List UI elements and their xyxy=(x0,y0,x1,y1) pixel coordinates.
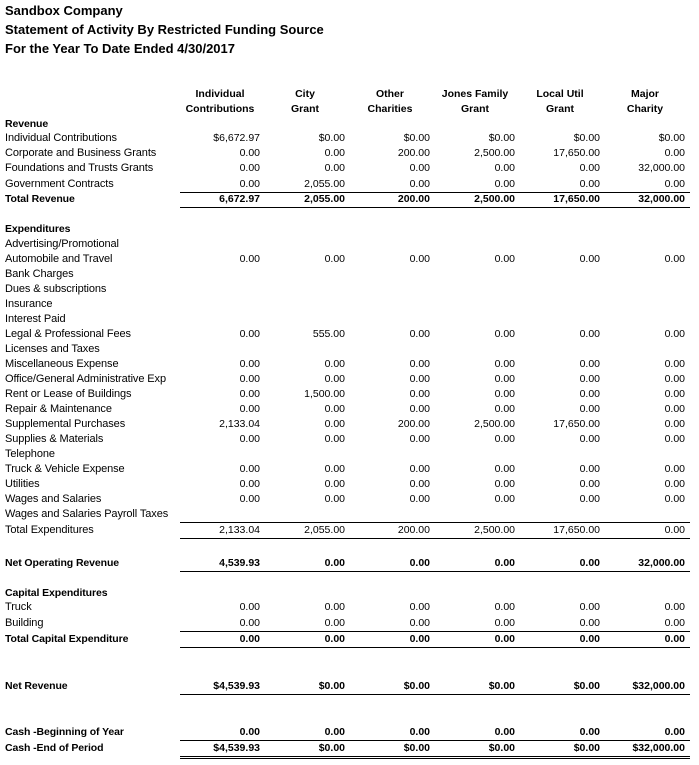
table-cell: 4,539.93 xyxy=(219,557,260,569)
table-cell: 32,000.00 xyxy=(638,193,685,205)
table-cell: 0.00 xyxy=(409,403,430,415)
table-cell: 0.00 xyxy=(239,403,260,415)
table-cell: 0.00 xyxy=(664,328,685,340)
table-cell: $0.00 xyxy=(488,132,515,144)
table-cell: 2,055.00 xyxy=(304,178,345,190)
table-cell: 0.00 xyxy=(664,617,685,629)
row-label: Wages and Salaries xyxy=(5,493,102,505)
row-label: Automobile and Travel xyxy=(5,253,113,265)
table-cell: 17,650.00 xyxy=(553,524,600,536)
table-cell: 0.00 xyxy=(239,463,260,475)
table-cell: 0.00 xyxy=(579,162,600,174)
row-label: Supplemental Purchases xyxy=(5,418,126,430)
column-header-line2: Grant xyxy=(460,103,489,115)
table-cell: 0.00 xyxy=(239,162,260,174)
table-cell: 0.00 xyxy=(664,358,685,370)
table-cell: 0.00 xyxy=(579,373,600,385)
table-cell: 0.00 xyxy=(324,147,345,159)
statement-period: For the Year To Date Ended 4/30/2017 xyxy=(5,41,236,56)
table-cell: 0.00 xyxy=(494,633,515,645)
table-cell: $0.00 xyxy=(403,742,430,754)
table-cell: 0.00 xyxy=(664,147,685,159)
table-cell: $0.00 xyxy=(573,132,600,144)
table-cell: 0.00 xyxy=(664,493,685,505)
table-cell: 0.00 xyxy=(324,601,345,613)
table-cell: 2,500.00 xyxy=(474,418,515,430)
table-cell: 0.00 xyxy=(579,617,600,629)
row-label: Insurance xyxy=(5,298,53,310)
table-cell: 200.00 xyxy=(397,193,430,205)
table-cell: 0.00 xyxy=(409,162,430,174)
column-header-line1: City xyxy=(295,88,315,100)
row-label: Expenditures xyxy=(5,223,71,235)
table-cell: 17,650.00 xyxy=(553,147,600,159)
table-cell: 0.00 xyxy=(239,358,260,370)
table-cell: 200.00 xyxy=(397,147,430,159)
table-cell: 0.00 xyxy=(324,433,345,445)
table-cell: 1,500.00 xyxy=(304,388,345,400)
table-cell: 0.00 xyxy=(239,601,260,613)
table-cell: 0.00 xyxy=(579,388,600,400)
row-label: Net Revenue xyxy=(5,680,68,692)
table-cell: 0.00 xyxy=(239,373,260,385)
table-cell: 2,133.04 xyxy=(219,418,260,430)
row-label: Bank Charges xyxy=(5,268,74,280)
table-cell: 0.00 xyxy=(239,726,260,738)
table-cell: 0.00 xyxy=(664,524,685,536)
column-header xyxy=(515,87,605,119)
column-header xyxy=(600,87,690,119)
table-cell: 0.00 xyxy=(409,373,430,385)
table-cell: 555.00 xyxy=(312,328,345,340)
table-cell: $32,000.00 xyxy=(632,680,685,692)
table-cell: 0.00 xyxy=(239,178,260,190)
row-label: Truck xyxy=(5,601,32,613)
column-header-line2: Grant xyxy=(290,103,319,115)
table-cell: 0.00 xyxy=(494,253,515,265)
table-cell: 0.00 xyxy=(579,493,600,505)
table-cell: 0.00 xyxy=(664,373,685,385)
table-cell: 0.00 xyxy=(579,633,600,645)
table-cell: 0.00 xyxy=(239,493,260,505)
table-cell: $6,672.97 xyxy=(213,132,260,144)
table-cell: 0.00 xyxy=(494,557,515,569)
row-label: Corporate and Business Grants xyxy=(5,147,157,159)
table-cell: 0.00 xyxy=(409,726,430,738)
table-cell: 0.00 xyxy=(494,328,515,340)
column-header xyxy=(430,87,520,119)
table-cell: 2,055.00 xyxy=(304,193,345,205)
table-cell: 0.00 xyxy=(494,403,515,415)
column-header xyxy=(345,87,435,119)
row-label: Net Operating Revenue xyxy=(5,557,120,569)
table-cell: 0.00 xyxy=(494,162,515,174)
column-header-line1: Major xyxy=(630,88,659,100)
table-cell: $4,539.93 xyxy=(213,742,260,754)
table-cell: 200.00 xyxy=(397,524,430,536)
double-rule xyxy=(180,756,690,759)
table-cell: 0.00 xyxy=(579,253,600,265)
row-label: Repair & Maintenance xyxy=(5,403,112,415)
row-label: Office/General Administrative Exp xyxy=(5,373,166,385)
table-cell: 0.00 xyxy=(409,388,430,400)
table-cell: 0.00 xyxy=(409,601,430,613)
table-cell: 0.00 xyxy=(324,726,345,738)
table-cell: 2,055.00 xyxy=(304,524,345,536)
table-cell: 0.00 xyxy=(664,601,685,613)
table-cell: 0.00 xyxy=(494,178,515,190)
table-cell: 0.00 xyxy=(409,463,430,475)
table-cell: 0.00 xyxy=(664,726,685,738)
row-label: Foundations and Trusts Grants xyxy=(5,162,154,174)
row-label: Telephone xyxy=(5,448,55,460)
row-label: Interest Paid xyxy=(5,313,66,325)
table-cell: 0.00 xyxy=(239,433,260,445)
row-label: Cash -Beginning of Year xyxy=(5,726,124,738)
row-label: Rent or Lease of Buildings xyxy=(5,388,132,400)
table-cell: 0.00 xyxy=(324,617,345,629)
rule-line xyxy=(180,571,690,572)
row-label: Capital Expenditures xyxy=(5,587,108,599)
row-label: Building xyxy=(5,617,44,629)
row-label: Wages and Salaries Payroll Taxes xyxy=(5,508,169,520)
table-cell: 0.00 xyxy=(409,633,430,645)
table-cell: 0.00 xyxy=(409,178,430,190)
column-header-line2: Grant xyxy=(545,103,574,115)
table-cell: 0.00 xyxy=(664,403,685,415)
table-cell: 0.00 xyxy=(409,617,430,629)
table-cell: 0.00 xyxy=(324,493,345,505)
table-cell: 200.00 xyxy=(397,418,430,430)
table-cell: 0.00 xyxy=(664,433,685,445)
table-cell: 0.00 xyxy=(579,463,600,475)
table-cell: 0.00 xyxy=(409,433,430,445)
column-header-line2: Charity xyxy=(626,103,664,115)
table-cell: 0.00 xyxy=(579,433,600,445)
rule-line xyxy=(180,647,690,648)
table-cell: 0.00 xyxy=(324,358,345,370)
table-cell: 0.00 xyxy=(664,463,685,475)
row-label: Dues & subscriptions xyxy=(5,283,107,295)
column-header-line1: Individual xyxy=(195,88,245,100)
table-cell: 0.00 xyxy=(324,463,345,475)
table-cell: 32,000.00 xyxy=(638,557,685,569)
column-header-line2: Contributions xyxy=(185,103,255,115)
table-cell: $0.00 xyxy=(403,680,430,692)
table-cell: 0.00 xyxy=(324,557,345,569)
row-label: Truck & Vehicle Expense xyxy=(5,463,125,475)
company-name: Sandbox Company xyxy=(5,3,123,18)
table-cell: 0.00 xyxy=(494,601,515,613)
table-cell: 0.00 xyxy=(579,601,600,613)
table-cell: $0.00 xyxy=(318,680,345,692)
table-cell: 2,500.00 xyxy=(474,524,515,536)
rule-line xyxy=(180,207,690,208)
table-cell: 2,500.00 xyxy=(474,193,515,205)
table-cell: 0.00 xyxy=(409,557,430,569)
table-cell: 0.00 xyxy=(324,633,345,645)
table-cell: 0.00 xyxy=(239,478,260,490)
column-header-line1: Other xyxy=(375,88,404,100)
table-cell: 0.00 xyxy=(579,358,600,370)
row-label: Utilities xyxy=(5,478,40,490)
column-header-line1: Local Util xyxy=(536,88,584,100)
table-cell: 0.00 xyxy=(239,617,260,629)
row-label: Total Expenditures xyxy=(5,524,94,536)
table-cell: 0.00 xyxy=(239,253,260,265)
table-cell: 0.00 xyxy=(494,388,515,400)
table-cell: 17,650.00 xyxy=(553,193,600,205)
table-cell: 0.00 xyxy=(579,178,600,190)
row-label: Revenue xyxy=(5,118,49,130)
table-cell: $0.00 xyxy=(318,132,345,144)
row-label: Licenses and Taxes xyxy=(5,343,100,355)
table-cell: 0.00 xyxy=(239,388,260,400)
table-cell: 0.00 xyxy=(409,493,430,505)
table-cell: 0.00 xyxy=(579,478,600,490)
table-cell: 0.00 xyxy=(664,418,685,430)
table-cell: 0.00 xyxy=(494,493,515,505)
rule-line xyxy=(180,694,690,695)
table-cell: $0.00 xyxy=(488,680,515,692)
table-cell: 0.00 xyxy=(409,253,430,265)
table-cell: 0.00 xyxy=(409,328,430,340)
table-cell: 0.00 xyxy=(494,617,515,629)
rule-line xyxy=(180,538,690,539)
table-cell: 0.00 xyxy=(239,147,260,159)
table-cell: $4,539.93 xyxy=(213,680,260,692)
table-cell: 0.00 xyxy=(324,478,345,490)
table-cell: 0.00 xyxy=(664,388,685,400)
table-cell: 0.00 xyxy=(494,726,515,738)
table-cell: 0.00 xyxy=(579,403,600,415)
row-label: Total Capital Expenditure xyxy=(5,633,129,645)
table-cell: $0.00 xyxy=(318,742,345,754)
row-label: Cash -End of Period xyxy=(5,742,104,754)
column-header-line2: Charities xyxy=(367,103,413,115)
table-cell: $0.00 xyxy=(403,132,430,144)
table-cell: 0.00 xyxy=(324,373,345,385)
table-cell: 0.00 xyxy=(324,253,345,265)
table-cell: 2,500.00 xyxy=(474,147,515,159)
table-cell: 0.00 xyxy=(239,633,260,645)
table-cell: 0.00 xyxy=(664,178,685,190)
row-label: Advertising/Promotional xyxy=(5,238,119,250)
table-cell: 0.00 xyxy=(494,373,515,385)
table-cell: 6,672.97 xyxy=(219,193,260,205)
table-cell: 0.00 xyxy=(409,478,430,490)
table-cell: 0.00 xyxy=(664,633,685,645)
row-label: Total Revenue xyxy=(5,193,75,205)
column-header xyxy=(175,87,265,119)
table-cell: 0.00 xyxy=(664,478,685,490)
table-cell: 0.00 xyxy=(579,328,600,340)
table-cell: 0.00 xyxy=(239,328,260,340)
table-cell: $0.00 xyxy=(573,742,600,754)
table-cell: 2,133.04 xyxy=(219,524,260,536)
column-header xyxy=(260,87,350,119)
table-cell: 0.00 xyxy=(494,433,515,445)
table-cell: $0.00 xyxy=(488,742,515,754)
table-cell: 0.00 xyxy=(494,463,515,475)
statement-title: Statement of Activity By Restricted Funding Source xyxy=(5,22,324,37)
row-label: Supplies & Materials xyxy=(5,433,104,445)
table-cell: 17,650.00 xyxy=(553,418,600,430)
table-cell: 0.00 xyxy=(324,403,345,415)
table-cell: 0.00 xyxy=(324,162,345,174)
table-cell: 0.00 xyxy=(494,358,515,370)
row-label: Government Contracts xyxy=(5,178,114,190)
row-label: Individual Contributions xyxy=(5,132,117,144)
column-header-line1: Jones Family xyxy=(441,88,509,100)
table-cell: $0.00 xyxy=(658,132,685,144)
table-cell: 0.00 xyxy=(494,478,515,490)
table-cell: 0.00 xyxy=(409,358,430,370)
table-cell: $0.00 xyxy=(573,680,600,692)
table-cell: 0.00 xyxy=(579,557,600,569)
table-cell: 32,000.00 xyxy=(638,162,685,174)
table-cell: 0.00 xyxy=(324,418,345,430)
row-label: Miscellaneous Expense xyxy=(5,358,119,370)
table-cell: $32,000.00 xyxy=(632,742,685,754)
table-cell: 0.00 xyxy=(579,726,600,738)
row-label: Legal & Professional Fees xyxy=(5,328,131,340)
table-cell: 0.00 xyxy=(664,253,685,265)
